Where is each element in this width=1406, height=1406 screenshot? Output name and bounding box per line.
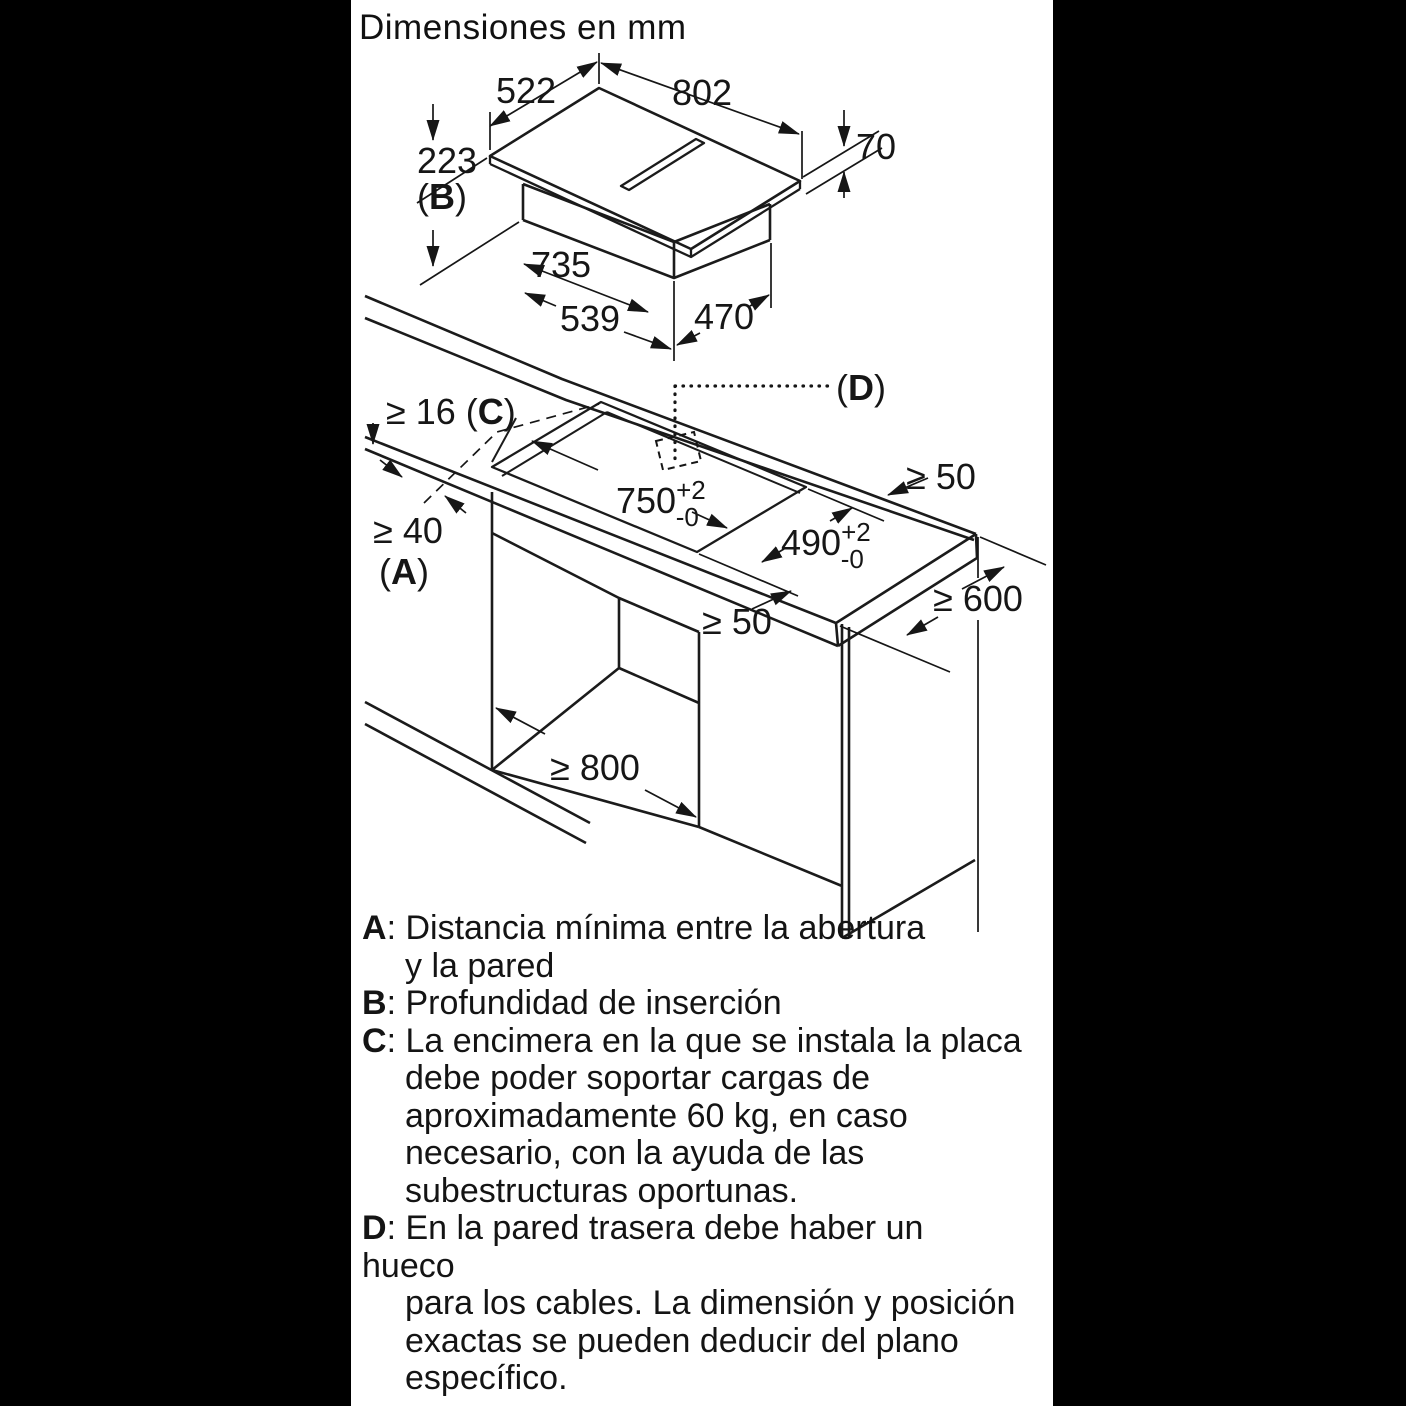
dim-b-label: (B) (417, 176, 467, 217)
dim-600-label: ≥ 600 (933, 578, 1023, 619)
dim-470-label: 470 (693, 296, 755, 337)
dim-16C-label: ≥ 16 (C) (386, 391, 516, 432)
page-title: Dimensiones en mm (359, 8, 687, 47)
dim-750-label: $750^{+2}$ -0 (616, 475, 706, 532)
legend-item-D: D: En la pared trasera debe haber un hueco (362, 1209, 924, 1285)
letterbox-right (1053, 0, 1406, 1406)
hob-dimension-labels (417, 70, 896, 339)
legend-item-C: C: La encimera en la que se instala la placa (362, 1021, 1022, 1060)
cabinet-right-panel (699, 624, 975, 938)
legend (362, 910, 1022, 1398)
legend-item-C-line2: debe poder soportar cargas de (405, 1059, 870, 1097)
dim-490-label: $490^{+2}$ -0 (781, 517, 871, 574)
dim-70-label: 70 (856, 126, 897, 167)
dim-522-label: 522 (495, 70, 557, 111)
vent-slot (621, 139, 704, 190)
legend-item-C-line5: subestructuras oportunas. (405, 1171, 799, 1210)
legend-item-D-line2: para los cables. La dimensión y posición (405, 1284, 1016, 1322)
dim-50-bottom-label: ≥ 50 (702, 601, 772, 642)
dim-D-label: (D) (836, 367, 886, 408)
dim-802-label: 802 (671, 72, 733, 113)
dim-539-label: 539 (559, 298, 621, 339)
letterbox-left (0, 0, 351, 1406)
dim-735-label: 735 (530, 244, 592, 285)
legend-item-C-line4: necesario, con la ayuda de las (405, 1134, 865, 1172)
legend-item-D-line3: exactas se pueden deducir del plano (405, 1321, 959, 1360)
legend-item-B: B: Profundidad de inserción (362, 984, 782, 1022)
dim-A-label: (A) (379, 551, 429, 592)
hob-dimension-lines (417, 53, 882, 361)
legend-item-A: A: Distancia mínima entre la abertura (362, 909, 926, 947)
diagram-sheet (351, 0, 1053, 1406)
dim-223-label: 223 (416, 140, 478, 181)
legend-item-A-line2: y la pared (405, 946, 555, 985)
dim-40-label: ≥ 40 (373, 510, 443, 551)
legend-item-D-line4: específico. (405, 1359, 568, 1397)
legend-item-C-line3: aproximadamente 60 kg, en caso (405, 1096, 908, 1135)
cutout-opening (492, 402, 806, 552)
dim-50-top-label: ≥ 50 (906, 456, 976, 497)
dim-800-label: ≥ 800 (550, 747, 640, 788)
